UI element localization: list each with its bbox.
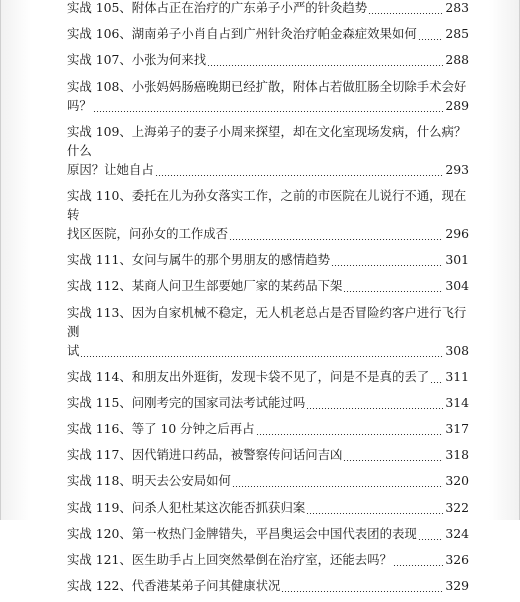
toc-entry-title: 实战 117、因代销进口药品，被警察传问话问吉凶 [67, 447, 343, 463]
toc-entry-121[interactable] [67, 550, 469, 569]
toc-entry-title-line2: 原因？让她自占 [67, 161, 154, 177]
toc-entry-title-line1: 实战 110、委托在儿为孙女落实工作，之前的市医院在儿说行不通，现在转 [67, 187, 467, 222]
dot-leader [93, 111, 444, 112]
dot-leader [256, 434, 444, 435]
toc-entry-113[interactable] [67, 303, 469, 360]
toc-entry-title-line1: 实战 109、上海弟子的妻子小周来探望，却在文化室现场发病，什么病？什么 [67, 123, 467, 158]
toc-entry-106[interactable] [67, 24, 469, 43]
toc-entry-title-line2-row [67, 224, 469, 243]
toc-entry-title: 实战 119、问杀人犯杜某这次能否抓获归案 [67, 499, 306, 515]
dot-leader [80, 356, 443, 357]
dot-leader [343, 291, 443, 292]
toc-entry-title: 实战 120、第一枚热门金牌错失，平昌奥运会中国代表团的表现 [67, 525, 417, 541]
toc-entry-title-line2: 试 [67, 342, 80, 358]
toc-entry-title: 实战 105、附体占正在治疗的广东弟子小严的针灸趋势 [67, 0, 368, 15]
toc-entry-title-line2-row [67, 96, 469, 115]
toc-entry-122[interactable] [67, 576, 469, 595]
toc-entry-page: 311 [445, 368, 469, 384]
dot-leader [232, 486, 443, 487]
toc-entry-page: 283 [445, 0, 469, 15]
toc-entry-page: 314 [445, 394, 469, 410]
toc-entry-114[interactable] [67, 367, 469, 386]
toc-entry-page: 301 [445, 252, 469, 268]
toc-entry-page: 322 [445, 499, 469, 515]
toc-entry-119[interactable] [67, 498, 469, 517]
toc-entry-title: 实战 118、明天去公安局如何 [67, 473, 231, 489]
toc-entry-page: 296 [445, 225, 469, 241]
toc-entry-page: 320 [445, 473, 469, 489]
toc-entry-105[interactable] [67, 0, 469, 17]
dot-leader [281, 591, 443, 592]
toc-entry-108[interactable] [67, 77, 469, 115]
dot-leader [331, 265, 443, 266]
page-shadow-right [489, 0, 519, 520]
toc-entry-title-line2: 吗？ [67, 97, 92, 113]
toc-entry-page: 308 [445, 342, 469, 358]
toc-entry-title: 实战 112、某商人问卫生部要她厂家的某药品下架 [67, 278, 343, 294]
toc-entry-page: 326 [445, 552, 469, 567]
toc-entry-page: 289 [445, 97, 469, 113]
toc-entry-title: 实战 106、湖南弟子小肖自占到广州针灸治疗帕金森症效果如何 [67, 26, 417, 42]
dot-leader [430, 382, 443, 383]
toc-entry-116[interactable] [67, 419, 469, 438]
dot-leader [343, 460, 443, 461]
dot-leader [418, 39, 444, 40]
toc-entry-title: 实战 115、问刚考完的国家司法考试能过吗 [67, 394, 306, 410]
toc-entry-page: 329 [445, 578, 469, 594]
toc-entry-118[interactable] [67, 471, 469, 490]
toc-entry-110[interactable] [67, 186, 469, 243]
dot-leader [207, 65, 443, 66]
toc-entry-title-line1: 实战 113、因为自家机械不稳定，无人机老总占是否冒险约客户进行飞行测 [67, 304, 467, 339]
toc-entry-title: 实战 116、等了 10 分钟之后再占 [67, 421, 255, 437]
toc-entry-title-line2-row [67, 341, 469, 360]
toc-entry-115[interactable] [67, 393, 469, 412]
table-of-contents [67, 0, 469, 602]
toc-entry-page: 285 [445, 26, 469, 42]
toc-entry-page: 317 [445, 421, 469, 437]
dot-leader [418, 539, 444, 540]
toc-entry-107[interactable] [67, 50, 469, 69]
toc-entry-page: 293 [445, 161, 469, 177]
dot-leader [229, 239, 443, 240]
toc-entry-title: 实战 114、和朋友出外逛街，发现卡袋不见了，问是不是真的丢了 [67, 368, 430, 384]
toc-entry-title-line2: 找区医院，问孙女的工作成否 [67, 225, 229, 241]
toc-entry-page: 288 [445, 52, 469, 68]
toc-entry-109[interactable] [67, 122, 469, 179]
toc-entry-117[interactable] [67, 445, 469, 464]
toc-entry-title-line1: 实战 108、小张妈妈肠癌晚期已经扩散，附体占若做肛肠全切除手术会好 [67, 78, 467, 94]
toc-entry-title: 实战 111、女问与属牛的那个男朋友的感情趋势 [67, 252, 331, 268]
toc-entry-120[interactable] [67, 524, 469, 543]
toc-entry-title: 实战 107、小张为何来找 [67, 52, 207, 68]
dot-leader [368, 13, 443, 14]
toc-entry-112[interactable] [67, 276, 469, 295]
dot-leader [393, 565, 443, 566]
toc-entry-title-line2-row [67, 160, 469, 179]
toc-entry-111[interactable] [67, 250, 469, 269]
toc-entry-title: 实战 122、代香港某弟子问其健康状况 [67, 578, 281, 594]
toc-entry-page: 324 [445, 525, 469, 541]
page-shadow-left [1, 0, 31, 520]
toc-entry-page: 318 [445, 447, 469, 463]
toc-entry-page: 304 [445, 278, 469, 294]
dot-leader [155, 175, 444, 176]
dot-leader [306, 408, 443, 409]
toc-entry-title: 实战 121、医生助手占上回突然晕倒在治疗室，还能去吗？ [67, 552, 392, 567]
dot-leader [306, 513, 443, 514]
